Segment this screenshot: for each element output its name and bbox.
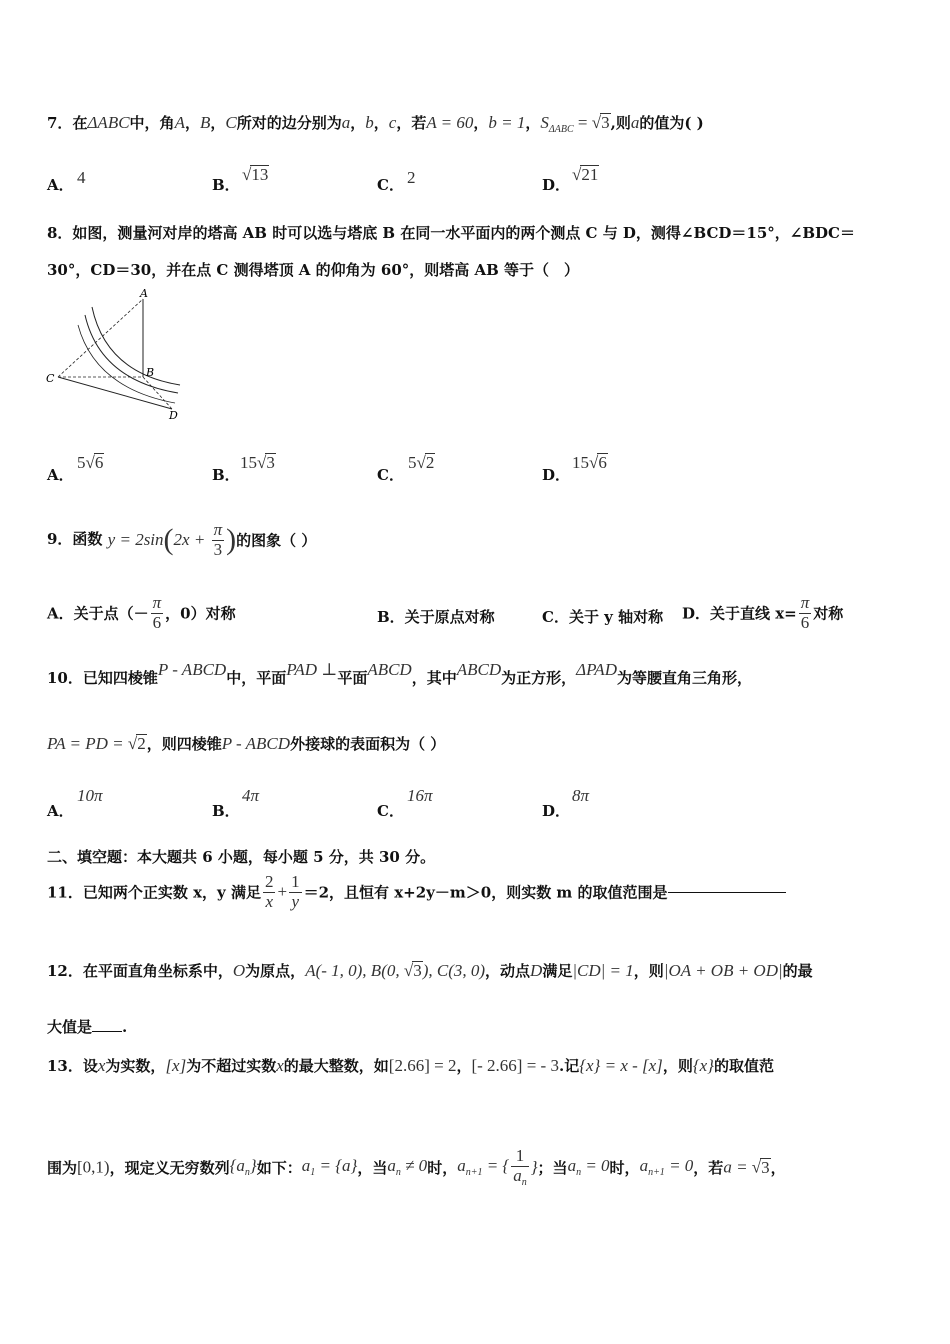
q7-math-A: A — [174, 113, 185, 132]
q12-answer-blank — [92, 1031, 122, 1032]
q13-a-eq: a = — [723, 1157, 752, 1177]
q8-option-c-letter: C． — [377, 466, 404, 484]
q7-math-C: C — [225, 113, 237, 132]
q10-line-2: PA = PD = √2，则四棱锥P - ABCD外接球的表面积为（ ） — [47, 734, 446, 753]
q10-text: 10．已知四棱锥 — [47, 669, 158, 687]
q11-text: 11．已知两个正实数 x，y 满足 — [47, 883, 261, 902]
q9-option-d-2: 对称 — [813, 604, 844, 623]
q7-math-c: c — [388, 113, 397, 132]
q9-formula-inner: 2x + — [173, 530, 210, 550]
q7-option-a-letter: A． — [47, 176, 74, 194]
q13-an-2: a — [567, 1156, 577, 1176]
q13-neq: ≠ 0 — [400, 1156, 428, 1176]
q8-option-b-radicand: 3 — [266, 453, 275, 472]
section-heading-fill-in: 二、填空题：本大题共 6 小题，每小题 5 分，共 30 分。 — [47, 848, 436, 866]
q13-text: ，则 — [662, 1057, 693, 1075]
q13-an-sub: n — [395, 1167, 401, 1179]
q12-points: A(- 1, 0), B(0, — [305, 961, 404, 980]
q8-option-a-radicand: 6 — [94, 453, 104, 472]
q11-frac1-den: x — [265, 891, 273, 911]
q7-math-triangle: ΔABC — [87, 113, 130, 132]
q13-an1-sub: n+1 — [465, 1167, 483, 1179]
q8-tower-figure — [40, 285, 190, 425]
q13-text: 13．设 — [47, 1057, 98, 1075]
q13-text: 为不超过实数 — [186, 1057, 277, 1075]
q10-option-d-value: 8π — [572, 786, 590, 805]
q7-option-d-radicand: 21 — [581, 165, 599, 184]
q7-math-a2: a — [630, 113, 640, 132]
q10-text: ，其中 — [411, 669, 457, 687]
q7-math-a: a — [341, 113, 351, 132]
q7-option-b-radicand: 13 — [251, 165, 269, 184]
q7-cond-angle: A = 60 — [426, 113, 474, 132]
q8-option-c-radicand: 2 — [425, 453, 435, 472]
fig-label-a: A — [140, 287, 148, 300]
q13-seq-close: } — [249, 1156, 257, 1176]
q9-option-a-pi: π — [152, 593, 162, 612]
q12-text: 12．在平面直角坐标系中， — [47, 962, 233, 980]
q7-cond-b: b = 1 — [488, 113, 526, 132]
q8-option-d-letter: D． — [542, 466, 571, 484]
q13-x2: x — [276, 1056, 284, 1075]
q10-option-c-value: 16π — [407, 786, 433, 805]
q7-text: 的值为( ) — [639, 114, 704, 132]
line-bd — [143, 377, 172, 409]
q7-option-b-value: √13 — [242, 165, 269, 184]
q8-line-1: 8．如图，测量河对岸的塔高 AB 时可以选与塔底 B 在同一水平面内的两个测点 C 与 D，测得∠BCD＝15°，∠BDC＝ — [47, 224, 855, 242]
q7-option-d-value: √21 — [572, 165, 599, 184]
q7-eq: = — [573, 113, 592, 132]
q7-sep: ， — [210, 114, 226, 132]
q13-text: ，若 — [693, 1158, 724, 1177]
q7-math-B: B — [199, 113, 211, 132]
q9-frac-den: 3 — [213, 539, 223, 559]
q9-line: 9．函数 y = 2sin(2x + $\frac{\pi}{3}$ )的图象（ ） — [47, 520, 317, 559]
q13-text: ，当 — [357, 1158, 388, 1177]
q13-seq-open: {a — [229, 1156, 245, 1176]
q12-origin: O — [232, 961, 246, 980]
q13-example-2: [- 2.66] = - 3 — [471, 1056, 559, 1075]
q13-frac-den-sub: n — [521, 1176, 527, 1188]
q8-option-c-value: 5√2 — [408, 453, 435, 472]
q7-text: 所对的边分别为 — [236, 114, 342, 132]
q7-option-c-value: 2 — [407, 168, 416, 187]
q12-text: . — [122, 1018, 128, 1036]
q10-plane-abcd: ABCD — [367, 660, 412, 679]
q12-vector-sum: |OA + OB + OD| — [663, 961, 783, 980]
q12-sqrt3: 3 — [413, 961, 422, 980]
q12-text: 大值是 — [47, 1018, 93, 1036]
q9-option-a-1: A．关于点（－ — [47, 604, 149, 623]
q12-line-2 — [47, 1016, 127, 1037]
q7-sep: ， — [184, 114, 200, 132]
q13-text: .记 — [558, 1057, 580, 1075]
q13-an1-2-sub: n+1 — [648, 1167, 665, 1179]
q13-frac-part: {x} — [692, 1056, 714, 1075]
q10-option-b-value: 4π — [242, 786, 260, 805]
q7-area-S: S — [540, 113, 549, 132]
q8-option-a-letter: A． — [47, 466, 74, 484]
q13-x: x — [97, 1056, 106, 1075]
q10-pyramid-2: P - ABCD — [221, 734, 291, 753]
fig-label-b: B — [146, 366, 155, 379]
q10-eq: PA = PD = — [47, 734, 128, 753]
q10-option-d-letter: D． — [542, 802, 571, 820]
q13-a1-def — [301, 1156, 358, 1179]
q13-frac-part-def: {x} = x - [x] — [579, 1056, 663, 1075]
q13-frac-den: a — [513, 1165, 522, 1185]
q8-option-d-value: 15√6 — [572, 453, 607, 472]
q12-text: ，动点 — [485, 962, 531, 980]
q7-text: 中，角 — [129, 114, 175, 132]
q9-option-a-2: ，0）对称 — [165, 604, 236, 623]
q10-option-a-value: 10π — [77, 786, 103, 805]
q12-point-d: D — [530, 961, 543, 980]
q9-options — [47, 594, 236, 632]
q12-points-2: ), C(3, 0) — [422, 961, 486, 980]
q10-sqrt2: 2 — [137, 734, 146, 753]
q10-square-abcd: ABCD — [456, 660, 502, 679]
q7-math-b: b — [365, 113, 374, 132]
q13-sqrt3: 3 — [761, 1158, 770, 1178]
q7-sep: ， — [525, 114, 541, 132]
q9-option-d-pi: π — [800, 593, 810, 612]
q13-a1-eq: = {a} — [315, 1156, 358, 1176]
q12-line-1: 12．在平面直角坐标系中，O为原点，A(- 1, 0), B(0, √3), C(3, 0)，动点D满足|CD| = 1，则|OA + OB + OD|的最 — [47, 961, 813, 980]
q9-option-d-six: 6 — [800, 612, 810, 632]
q7-area-sub: ΔABC — [548, 124, 574, 135]
q9-formula-left: y = 2sin — [107, 530, 164, 550]
q13-text: 时， — [427, 1158, 458, 1177]
q10-text: 为正方形， — [501, 669, 577, 687]
q9-option-b: B．关于原点对称 — [377, 608, 495, 626]
q13-an1-2: a — [639, 1156, 649, 1176]
q10-text: 外接球的表面积为（ ） — [290, 735, 446, 753]
fig-label-c: C — [46, 372, 55, 385]
q12-text: 为原点， — [245, 962, 306, 980]
q11-plus: + — [277, 882, 288, 902]
q9-option-a-frac — [151, 594, 164, 632]
q13-a1-sub: 1 — [310, 1167, 316, 1179]
q7-sep: ， — [473, 114, 489, 132]
q10-pyramid: P - ABCD — [157, 660, 227, 679]
q8-option-a-value: 5√6 — [77, 453, 104, 472]
q11-frac2-den: y — [291, 891, 300, 911]
q10-triangle: ΔPAD — [576, 660, 617, 679]
q13-an1: a — [457, 1156, 466, 1176]
q13-an: a — [387, 1156, 396, 1176]
q10-text: 为等腰直角三角形， — [616, 669, 752, 687]
q13-text: ；当 — [537, 1158, 568, 1177]
q8-option-d-radicand: 6 — [598, 453, 607, 472]
q8-option-b-value: 15√3 — [240, 453, 275, 472]
q7-text: 在 — [72, 114, 88, 132]
q9-frac — [212, 521, 225, 559]
q8-line-2: 30°，CD＝30，并在点 C 测得塔顶 A 的仰角为 60°，则塔高 AB 等于（ ） — [47, 261, 580, 279]
q13-text: ，现定义无穷数列 — [109, 1158, 230, 1177]
q11-frac1-num: 2 — [264, 872, 274, 891]
q13-frac-num: 1 — [511, 1147, 529, 1167]
q7-sep: ， — [350, 114, 366, 132]
q7-option-d-letter: D． — [542, 176, 571, 194]
q7-option-b-letter: B． — [212, 176, 240, 194]
q13-an1-zero — [639, 1156, 694, 1179]
q13-a1: a — [301, 1156, 311, 1176]
q10-plane-pad: PAD ⊥ — [286, 660, 338, 679]
q12-text: 满足 — [542, 962, 573, 980]
sightline-ca — [58, 299, 143, 377]
q7-text: ,则 — [610, 114, 631, 132]
q7-option-a-value: 4 — [77, 168, 86, 187]
q13-brace-close: } — [530, 1157, 538, 1177]
line-cd — [58, 377, 172, 409]
q13-text: 为实数， — [105, 1057, 166, 1075]
q13-recurrence — [457, 1156, 510, 1179]
q13-an-neq — [387, 1156, 428, 1179]
q13-recurrence-frac — [511, 1147, 529, 1188]
q13-eq-brace: = { — [482, 1156, 510, 1176]
q11-text: ＝2，且恒有 x+2y－m＞0，则实数 m 的取值范围是 — [303, 883, 668, 902]
q8-option-b-coef: 15 — [240, 453, 257, 472]
q9-option-d-1: D．关于直线 x= — [682, 604, 797, 623]
q13-text: 的最大整数，如 — [283, 1057, 389, 1075]
q13-line-1 — [47, 1055, 774, 1076]
q13-sequence — [229, 1156, 257, 1179]
q13-text: 时， — [609, 1158, 640, 1177]
q10-option-a-letter: A． — [47, 802, 74, 820]
q7-option-c-letter: C． — [377, 176, 404, 194]
q9-option-d — [682, 594, 843, 632]
q13-floor: [x] — [165, 1056, 187, 1075]
fig-label-d: D — [169, 409, 178, 422]
q13-text: 如下： — [256, 1158, 302, 1177]
q11-line — [47, 873, 786, 911]
q9-option-c: C．关于 y 轴对称 — [542, 608, 664, 626]
q13-text: 围为 — [47, 1158, 78, 1177]
q10-text: ，则四棱锥 — [146, 735, 222, 753]
q10-line-1 — [47, 660, 752, 688]
q13-eq0-2: = 0 — [664, 1156, 694, 1176]
q13-example-1: [2.66] = 2 — [388, 1056, 457, 1075]
q9-suffix: 的图象（ ） — [236, 531, 317, 550]
q13-line-2: 围为[0,1)，现定义无穷数列$\{a_n\}$如下：$a_1 = \{a\}$，当$a_n \ne 0$时，$a_{n+1}$ = { $\frac{1}{a_n}$ }；当$a_n = 0$时，$a_{n+1} = 0$，若a = √3， — [47, 1146, 786, 1188]
q10-text: 平面 — [337, 669, 368, 687]
q7-sep: ， — [373, 114, 389, 132]
q8-option-c-coef: 5 — [408, 453, 417, 472]
q9-option-d-frac — [799, 594, 812, 632]
q13-seq-n: n — [244, 1167, 250, 1179]
q12-text: 的最 — [782, 962, 813, 980]
q7-text: ，若 — [396, 114, 427, 132]
q7-sqrt3: 3 — [601, 113, 610, 132]
q11-frac-1 — [263, 873, 276, 911]
river-bank-2 — [92, 307, 180, 385]
q9-prefix: 9．函数 — [47, 530, 103, 549]
q10-option-b-letter: B． — [212, 802, 240, 820]
q13-comma: ， — [456, 1057, 472, 1075]
q9-frac-num: π — [213, 520, 223, 539]
q8-option-d-coef: 15 — [572, 453, 589, 472]
q13-eq0: = 0 — [581, 1156, 610, 1176]
q12-cd-condition: |CD| = 1 — [572, 961, 634, 980]
q11-frac-2 — [289, 873, 302, 911]
q9-option-a-six: 6 — [152, 612, 162, 632]
q10-option-c-letter: C． — [377, 802, 404, 820]
q8-option-a-coef: 5 — [77, 453, 86, 472]
q13-an-2-sub: n — [576, 1167, 582, 1179]
q10-text: 中，平面 — [226, 669, 287, 687]
q11-frac2-num: 1 — [291, 872, 300, 891]
q12-text: ，则 — [633, 962, 664, 980]
q13-text: 的取值范 — [713, 1057, 774, 1075]
q11-answer-blank — [668, 892, 786, 893]
q13-range: [0,1) — [77, 1157, 110, 1177]
q7-number: 7． — [47, 114, 73, 132]
q13-text: ， — [770, 1158, 786, 1177]
q13-an-zero — [567, 1156, 610, 1179]
q7-line: 7．在ΔABC中，角A，B，C所对的边分别为a，b，c，若A = 60，b = 1，$S_{\Delta ABC} = √3$,则a的值为( ) — [47, 113, 704, 135]
q8-option-b-letter: B． — [212, 466, 240, 484]
